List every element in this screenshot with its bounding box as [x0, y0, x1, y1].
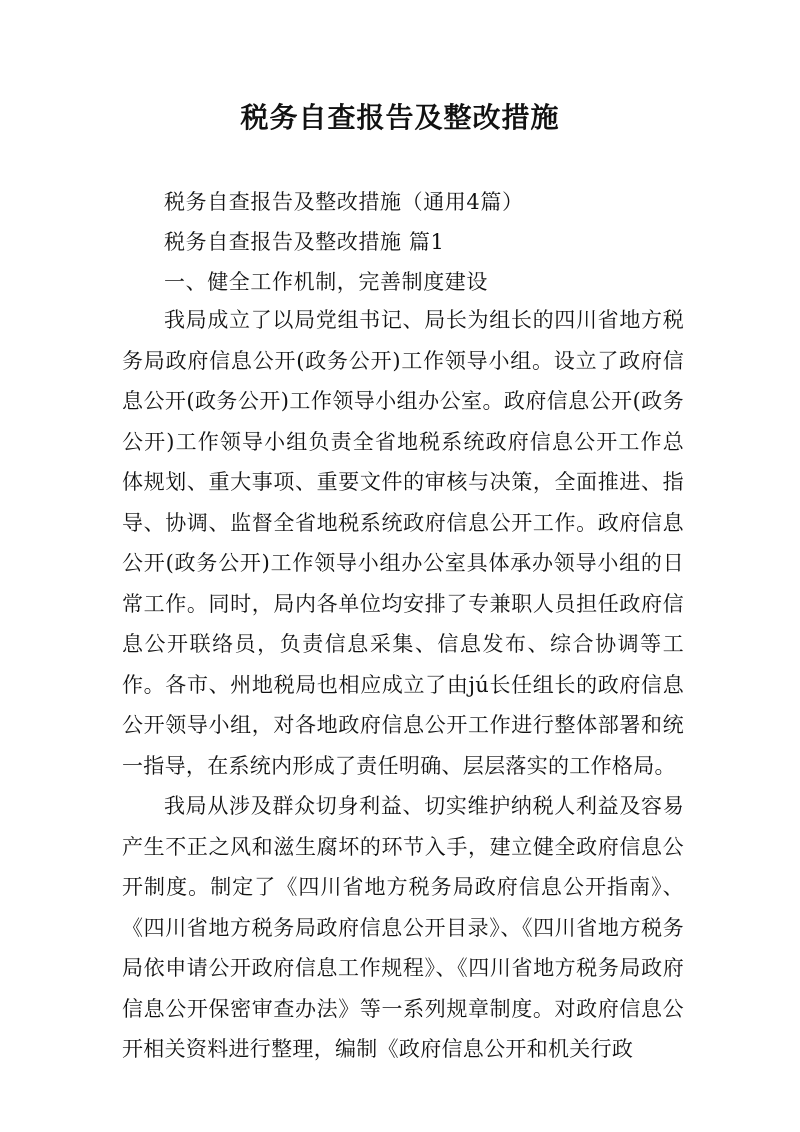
paragraph-2: 我局从涉及群众切身利益、切实维护纳税人利益及容易产生不正之风和滋生腐坏的环节入手，建立健全政府信息公开制度。制定了《四川省地方税务局政府信息公开指南》、《四川省地方税务局政府信息公开目录》、《四川省地方税务局依申请公开政府信息工作规程》、《四川省地方税务局政府信息公开保密审查办法》等一系列规章制度。对政府信息公开相关资料进行整理，编制《政府信息公开和机关行政: [122, 794, 684, 1061]
document-title: 税务自查报告及整改措施: [240, 101, 560, 134]
body-text: [122, 300, 684, 1070]
paragraph-1: 我局成立了以局党组书记、局长为组长的四川省地方税务局政府信息公开(政务公开)工作领导小组。设立了政府信息公开(政务公开)工作领导小组办公室。政府信息公开(政务公开)工作领导小组负责全省地税系统政府信息公开工作总体规划、重大事项、重要文件的审核与决策，全面推进、指导、协调、监督全省地税系统政府信息公开工作。政府信息公开(政务公开)工作领导小组办公室具体承办领导小组的日常工作。同时，局内各单位均安排了专兼职人员担任政府信息公开联络员，负责信息采集、信息发布、综合协调等工作。各市、州地税局也相应成立了由jú长任组长的政府信息公开领导小组，对各地政府信息公开工作进行整体部署和统一指导，在系统内形成了责任明确、层层落实的工作格局。: [122, 308, 684, 778]
section-heading: 一、健全工作机制，完善制度建设: [164, 270, 488, 294]
intro-line-article-heading: 税务自查报告及整改措施 篇1: [164, 230, 445, 254]
intro-line-collection-title: 税务自查报告及整改措施（通用4篇）: [164, 190, 524, 214]
